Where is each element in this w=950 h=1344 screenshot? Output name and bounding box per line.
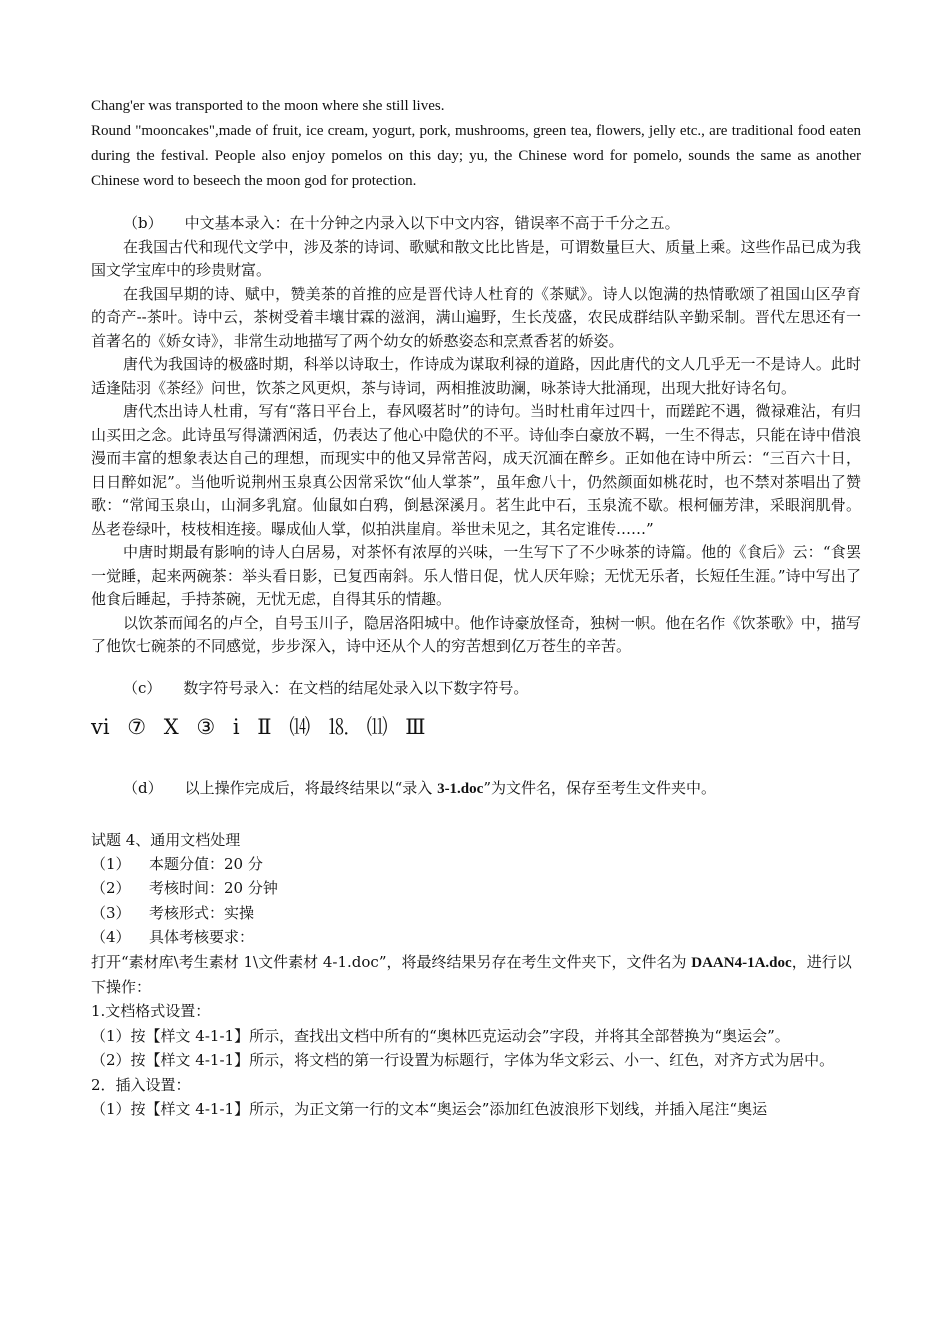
body-paragraph-1: 在我国古代和现代文学中，涉及茶的诗词、歌赋和散文比比皆是，可谓数量巨大、质量上乘。这些作品已成为我国文学宝库中的珍贵财富。 [91, 237, 861, 279]
item-text: 考核形式：实操 [149, 903, 255, 922]
section-c-text: 数字符号录入：在文档的结尾处录入以下数字符号。 [183, 678, 529, 697]
open-filename: DAAN4-1A.doc [691, 954, 792, 971]
english-paragraph-2: Round "mooncakes",made of fruit, ice cream, yogurt, pork, mushrooms, green tea, flowers, jelly etc., are traditional food eaten during the festival. People also enjoy pomelos on this day; yu, the Chinese word for pomelo, sounds the same as another Chinese word to beseech the moon god for protection. [91, 123, 861, 189]
body-paragraph-2: 在我国早期的诗、赋中，赞美茶的首推的应是晋代诗人杜育的《茶赋》。诗人以饱满的热情歌颂了祖国山区孕育的奇产--茶叶。诗中云，茶树受着丰壤甘霖的滋润，满山遍野，生长茂盛，农民成群结队辛勤采制。晋代左思还有一首著名的《娇女诗》，非常生动地描写了两个幼女的娇憨姿态和烹煮香茗的娇姿。 [91, 284, 861, 350]
section-b-tag: （b） [123, 214, 163, 232]
item-number: （3） [91, 903, 131, 922]
section-d-instruction [91, 777, 861, 802]
item-text: 本题分值：20 分 [149, 854, 263, 873]
item-number: （2） [91, 879, 131, 898]
step1-item-1: （1）按【样文 4-1-1】所示，查找出文档中所有的“奥林匹克运动会”字段，并将其全部替换为“奥运会”。 [91, 1026, 790, 1045]
body-paragraph-3: 唐代为我国诗的极盛时期，科举以诗取士，作诗成为谋取利禄的道路，因此唐代的文人几乎无一不是诗人。此时适逢陆羽《茶经》问世，饮茶之风更炽，茶与诗词，两相推波助澜，咏茶诗大批涌现，出现大批好诗名句。 [91, 355, 861, 397]
step2-title: 2．插入设置： [91, 1075, 191, 1094]
symbol-row: ⅵ ⑦ Ⅹ ③ ⅰ Ⅱ ⒁ ⒙ ⑾ Ⅲ [91, 715, 427, 739]
question4-item-1 [91, 852, 861, 876]
open-text-after: ，进行以下操作： [91, 952, 852, 996]
body-paragraph-4: 唐代杰出诗人杜甫，写有“落日平台上，春风啜茗时”的诗句。当时杜甫年过四十，而蹉跎不遇，微禄难沾，有归山买田之念。此诗虽写得潇洒闲适，仍表达了他心中隐伏的不平。诗仙李白豪放不羁，一生不得志，只能在诗中借浪漫而丰富的想象表达自己的理想，而现实中的他又异常苦闷，成天沉湎在醉乡。正如他在诗中所云：“三百六十日，日日醉如泥”。当他听说荆州玉泉真公因常采饮“仙人掌茶”，虽年愈八十，仍然颜面如桃花时，也不禁对茶唱出了赞歌：“常闻玉泉山，山洞多乳窟。仙鼠如白鸦，倒悬深溪月。茗生此中石，玉泉流不歇。根柯俪芳津，采眼润肌骨。丛老卷绿叶，枝枝相连接。曝成仙人掌，似拍洪崖肩。举世未见之，其名定谁传……” [91, 402, 861, 538]
section-d-text-after: ”为文件名，保存至考生文件夹中。 [483, 779, 716, 797]
section-c-instruction [91, 677, 861, 701]
item-number: （4） [91, 928, 131, 947]
question4-item-4 [91, 925, 861, 949]
item-text: 具体考核要求： [149, 928, 255, 947]
item-number: （1） [91, 854, 131, 873]
section-d-tag: （d） [123, 779, 163, 797]
question4-title: 试题 4、通用文档处理 [91, 830, 241, 849]
item-text: 考核时间：20 分钟 [149, 879, 278, 898]
section-d-text-before: 以上操作完成后，将最终结果以“录入 [184, 779, 438, 797]
section-d-filename: 3-1.doc [437, 781, 484, 797]
open-file-instruction [91, 950, 861, 1000]
section-c-tag: （c） [123, 678, 162, 697]
english-paragraph-1: Chang'er was transported to the moon where she still lives. [91, 98, 445, 114]
body-paragraph-5: 中唐时期最有影响的诗人白居易，对茶怀有浓厚的兴味，一生写下了不少咏茶的诗篇。他的《食后》云：“食罢一觉睡，起来两碗茶：举头看日影，已复西南斜。乐人惜日促，忧人厌年赊；无忧无乐者，长短任生涯。”诗中写出了他食后睡起，手持茶碗，无忧无虑，自得其乐的情趣。 [91, 543, 861, 608]
question4-item-2 [91, 876, 861, 900]
step2-item-1: （1）按【样文 4-1-1】所示，为正文第一行的文本“奥运会”添加红色波浪形下划线，并插入尾注“奥运 [91, 1099, 768, 1118]
question4-item-3 [91, 901, 861, 925]
step1-title: 1.文档格式设置： [91, 1002, 211, 1021]
step1-item-2: （2）按【样文 4-1-1】所示，将文档的第一行设置为标题行，字体为华文彩云、小一、红色，对齐方式为居中。 [91, 1051, 835, 1070]
document-body [91, 94, 861, 1121]
body-paragraph-6: 以饮茶而闻名的卢仝，自号玉川子，隐居洛阳城中。他作诗豪放怪奇，独树一帜。他在名作《饮茶歌》中，描写了他饮七碗茶的不同感觉，步步深入，诗中还从个人的穷苦想到亿万苍生的辛苦。 [91, 613, 861, 655]
section-b-instruction [91, 212, 861, 236]
section-b-text: 中文基本录入：在十分钟之内录入以下中文内容，错误率不高于千分之五。 [184, 214, 680, 232]
open-text-before: 打开“素材库\考生素材 1\文件素材 4-1.doc”，将最终结果另存在考生文件夹下，文件名为 [91, 952, 692, 971]
